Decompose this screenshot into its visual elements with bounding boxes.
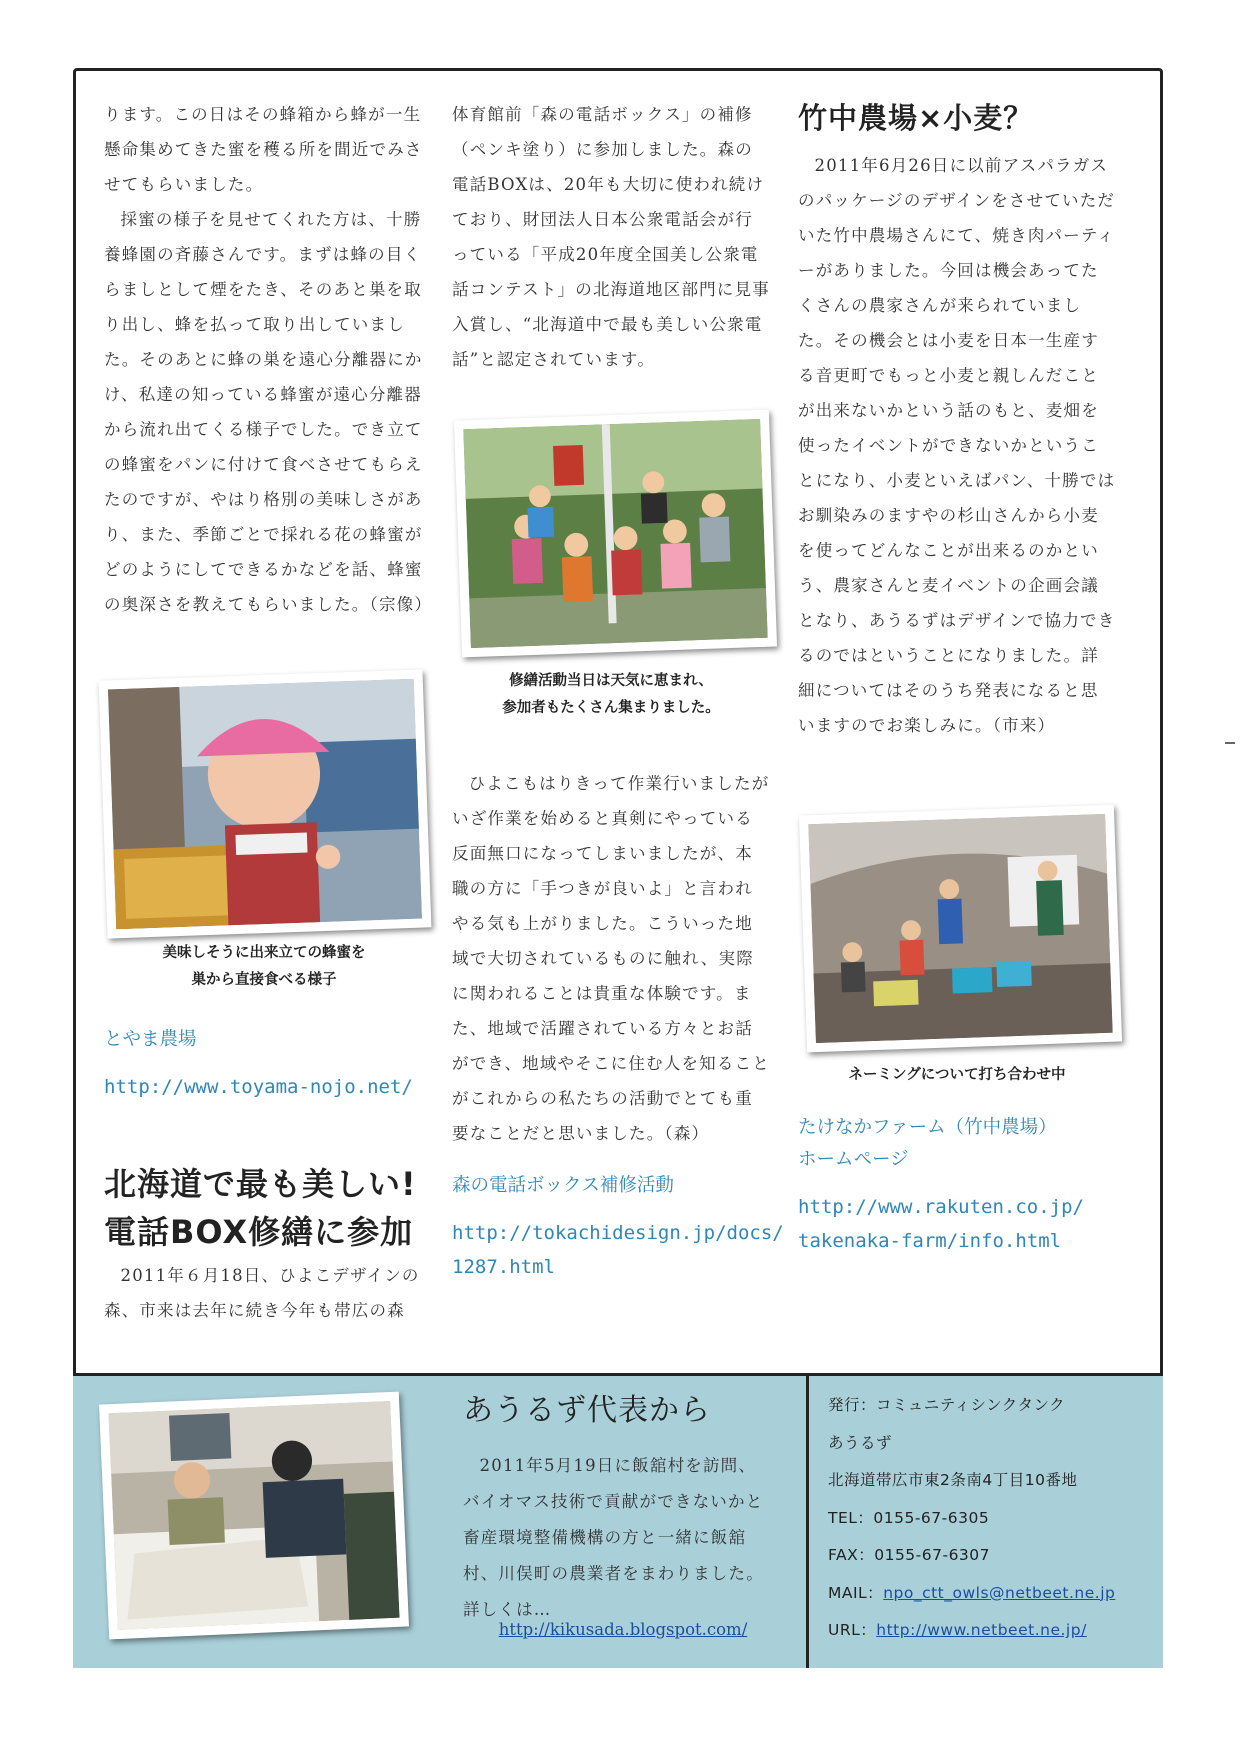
- phonebox-caption: [452, 668, 770, 722]
- publisher-tel: TEL：0155-67-6305: [828, 1508, 990, 1527]
- honey-girl-caption-line2: 巣から直接食べる様子: [191, 972, 337, 988]
- mail-label: MAIL：: [828, 1583, 884, 1602]
- representative-image: [108, 1401, 399, 1630]
- phonebox-heading-line1: 北海道で最も美しい!: [104, 1165, 417, 1203]
- phonebox-group-photo: [454, 410, 777, 658]
- publisher-address: 北海道帯広市東2条南4丁目10番地: [828, 1471, 1078, 1489]
- honey-girl-caption-line1: 美味しそうに出来立ての蜂蜜を: [162, 945, 366, 961]
- phonebox-article-para-1: 体育館前「森の電話ボックス」の補修（ペンキ塗り）に参加しました。森の電話BOXは、20年も大切に使われ続けており、財団法人日本公衆電話会が行っている「平成20年度全国美し公衆電話コンテスト」の北海道地区部門に見事入賞し、“北海道中で最も美しい公衆電話”と認定されています。: [452, 105, 770, 369]
- phonebox-caption-line1: 修繕活動当日は天気に恵まれ、: [509, 673, 713, 689]
- phonebox-caption-line2: 参加者もたくさん集まりました。: [502, 700, 720, 716]
- representative-para: 2011年5月19日に飯舘村を訪問、バイオマス技術で貢献ができないかと畜産環境整備機構の方と一緒に飯舘村、川俣町の農業者をまわりました。詳しくは…: [463, 1456, 764, 1619]
- takenaka-link-label-line1[interactable]: たけなかファーム（竹中農場）: [798, 1117, 1057, 1138]
- publisher-fax: FAX：0155-67-6307: [828, 1546, 991, 1564]
- phonebox-link-url-line1[interactable]: http://tokachidesign.jp/docs/: [452, 1222, 784, 1244]
- phonebox-link-url-line2[interactable]: 1287.html: [452, 1256, 555, 1278]
- bee-article-text: [104, 97, 433, 622]
- url-label: URL：: [828, 1621, 877, 1639]
- meeting-caption: ネーミングについて打ち合わせ中: [848, 1067, 1066, 1083]
- publisher-url-link[interactable]: http://www.netbeet.ne.jp/: [876, 1621, 1087, 1639]
- phonebox-article-text-2: [452, 766, 770, 1151]
- honey-girl-image: [108, 679, 422, 930]
- phonebox-heading-line2: 電話BOX修繕に参加: [104, 1213, 414, 1251]
- takenaka-link-url-line2[interactable]: takenaka-farm/info.html: [798, 1230, 1062, 1252]
- publisher-mail-link[interactable]: npo_ctt_owls@netbeet.ne.jp: [883, 1583, 1116, 1602]
- bee-article-para-1: ります。この日はその蜂箱から蜂が一生懸命集めてきた蜜を穫る所を間近でみさせてもらいました。: [104, 105, 423, 194]
- phonebox-article-text: [452, 97, 770, 377]
- takenaka-link-url-line1[interactable]: http://www.rakuten.co.jp/: [798, 1196, 1084, 1218]
- toyama-link-url[interactable]: http://www.toyama-nojo.net/: [104, 1076, 413, 1098]
- representative-text: [463, 1448, 773, 1628]
- phonebox-intro-para: 2011年６月18日、ひよこデザインの森、市来は去年に続き今年も帯広の森: [104, 1266, 420, 1320]
- phonebox-group-image: [463, 419, 767, 648]
- publisher-line2: あうるず: [828, 1433, 893, 1452]
- bee-article-para-2: 採蜜の様子を見せてくれた方は、十勝養蜂園の斉藤さんです。まずは蜂の目くらましとして煙をたき、そのあと巣を取り出し、蜂を払って取り出していました。そのあとに蜂の巣を遠心分離器にかけ、私達の知っている蜂蜜が遠心分離器から流れ出てくる様子でした。でき立ての蜂蜜をパンに付けて食べさせてもらえたのですが、やはり格別の美味しさがあり、また、季節ごとで採れる花の蜂蜜がどのようにしてできるかなどを話、蜂蜜の奥深さを教えてもらいました。（宗像）: [104, 210, 433, 614]
- representative-photo: [99, 1392, 409, 1640]
- publisher-info: [828, 1387, 1163, 1650]
- phonebox-intro: [104, 1258, 424, 1328]
- publisher-mail-row: [828, 1575, 1163, 1613]
- meeting-image: [808, 814, 1112, 1043]
- takenaka-heading: 竹中農場×小麦？: [798, 101, 1034, 135]
- takenaka-link-url[interactable]: [798, 1190, 1084, 1258]
- phonebox-link-label[interactable]: 森の電話ボックス補修活動: [452, 1175, 674, 1196]
- phonebox-heading: [104, 1160, 417, 1256]
- representative-heading: あうるず代表から: [463, 1393, 711, 1428]
- publisher-url-row: [828, 1612, 1163, 1650]
- blog-link-wrap: [463, 1620, 783, 1639]
- takenaka-article-text: [798, 148, 1116, 743]
- toyama-link-label[interactable]: とやま農場: [104, 1029, 197, 1050]
- takenaka-link-label-line2[interactable]: ホームページ: [798, 1149, 909, 1170]
- bottom-divider: [806, 1373, 809, 1668]
- honey-girl-photo: [99, 669, 432, 938]
- takenaka-article-para: 2011年6月26日に以前アスパラガスのパッケージのデザインをさせていただいた竹中農場さんにて、焼き肉パーティーがありました。今回は機会あってたくさんの農家さんが来られていました。その機会とは小麦を日本一生産する音更町でもっと小麦と親しんだことが出来ないかという話のもと、麦畑を使ったイベントができないかということになり、小麦といえばパン、十勝ではお馴染みのますやの杉山さんから小麦を使ってどんなことが出来るのかという、農家さんと麦イベントの企画会議となり、あうるずはデザインで協力できるのではということになりました。詳細についてはそのうち発表になると思いますのでお楽しみに。（市来）: [798, 156, 1116, 735]
- margin-mark: [1225, 742, 1235, 744]
- publisher-line1: 発行：コミュニティシンクタンク: [828, 1396, 1066, 1414]
- honey-girl-caption: [104, 940, 424, 994]
- blog-link[interactable]: http://kikusada.blogspot.com/: [498, 1620, 748, 1639]
- meeting-photo: [799, 805, 1122, 1053]
- takenaka-link-label[interactable]: [798, 1112, 1057, 1176]
- phonebox-article-para-2: ひよこもはりきって作業行いましたがいざ作業を始めると真剣にやっている反面無口になってしまいましたが、本職の方に「手つきが良いよ」と言われやる気も上がりました。こういった地域で大切されているものに触れ、実際に関われることは貴重な体験です。また、地域で活躍されている方々とお話ができ、地域やそこに住む人を知ることがこれからの私たちの活動でとても重要なことだと思いました。（森）: [452, 774, 770, 1143]
- phonebox-link-url[interactable]: [452, 1216, 784, 1284]
